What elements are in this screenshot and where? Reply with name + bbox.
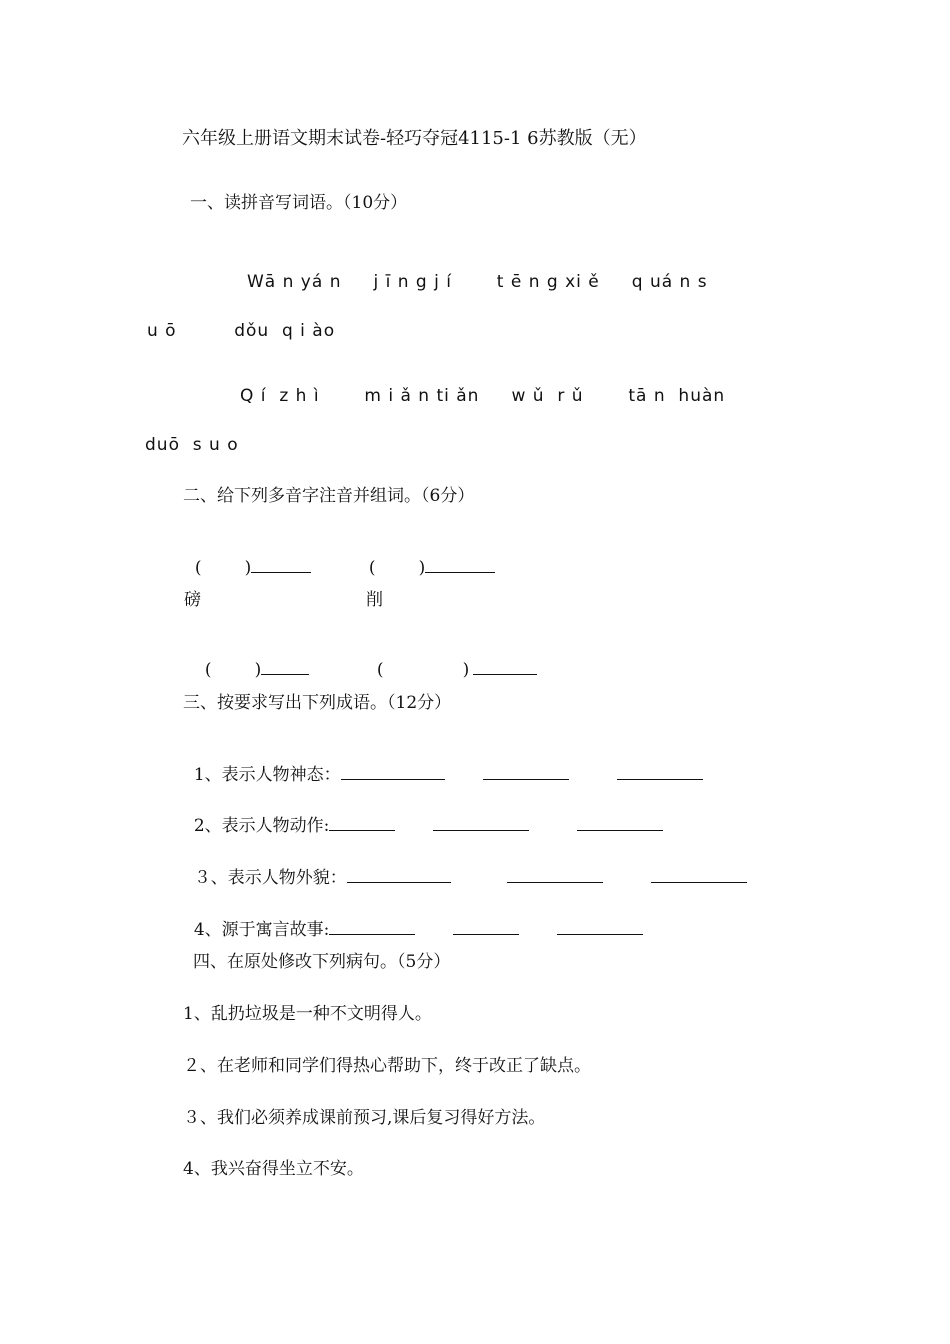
pinyin-row-2a: Q í z h ì m i ǎ n ti ǎn w ǔ r ǔ tā n huàn — [240, 386, 726, 406]
idiom-label: 4、源于寓言故事: — [193, 920, 330, 940]
idiom-row-4 — [183, 903, 643, 939]
pinyin-paren: ( ) — [204, 660, 262, 680]
sentence-2: ２、在老师和同学们得热心帮助下，终于改正了缺点。 — [183, 1056, 591, 1076]
answer-blank[interactable] — [507, 868, 603, 883]
idiom-label: 2、表示人物动作: — [193, 816, 330, 836]
polyphone-row-1b — [358, 541, 495, 577]
answer-blank[interactable] — [557, 920, 643, 935]
idiom-label: ３、表示人物外貌： — [193, 868, 347, 888]
answer-blank[interactable] — [453, 920, 519, 935]
polyphone-char-2: 削 — [366, 590, 383, 610]
polyphone-row-2 — [194, 643, 309, 679]
sentence-4: 4、我兴奋得坐立不安。 — [183, 1159, 364, 1179]
section-1-heading: 一、读拼音写词语。（10分） — [190, 193, 408, 213]
answer-blank[interactable] — [347, 868, 451, 883]
idiom-row-2 — [183, 799, 663, 835]
idiom-row-3 — [183, 851, 747, 887]
section-3-heading: 三、按要求写出下列成语。（12分） — [183, 693, 452, 713]
answer-blank[interactable] — [425, 558, 495, 573]
pinyin-paren: ( ) — [194, 558, 252, 578]
answer-blank[interactable] — [651, 868, 747, 883]
answer-blank[interactable] — [577, 816, 663, 831]
answer-blank[interactable] — [329, 816, 395, 831]
section-4-heading: 四、在原处修改下列病句。（5分） — [193, 952, 451, 972]
sentence-1: 1、乱扔垃圾是一种不文明得人。 — [183, 1004, 432, 1024]
answer-blank[interactable] — [617, 765, 703, 780]
polyphone-row-2b — [366, 643, 537, 679]
answer-blank[interactable] — [261, 660, 309, 675]
polyphone-char-1: 磅 — [184, 590, 201, 610]
answer-blank[interactable] — [329, 920, 415, 935]
page-title: 六年级上册语文期末试卷-轻巧夺冠4115-1 6苏教版（无） — [182, 128, 647, 149]
sentence-3: ３、我们必须养成课前预习,课后复习得好方法。 — [183, 1108, 546, 1128]
answer-blank[interactable] — [483, 765, 569, 780]
answer-blank[interactable] — [341, 765, 445, 780]
pinyin-row-2b: duō s u o — [145, 435, 239, 455]
polyphone-row-1 — [184, 541, 311, 577]
answer-blank[interactable] — [251, 558, 311, 573]
idiom-row-1 — [183, 748, 703, 784]
answer-blank[interactable] — [473, 660, 537, 675]
pinyin-row-1b: u ō dǒu q i ào — [147, 321, 336, 341]
idiom-label: 1、表示人物神态： — [193, 765, 341, 785]
pinyin-row-1a: Wā n yá n j ī n g j í t ē n g xi ě q uá n s — [247, 272, 708, 292]
pinyin-paren: ( ) — [376, 660, 474, 680]
answer-blank[interactable] — [433, 816, 529, 831]
section-2-heading: 二、给下列多音字注音并组词。（6分） — [183, 486, 475, 506]
pinyin-paren: ( ) — [368, 558, 426, 578]
